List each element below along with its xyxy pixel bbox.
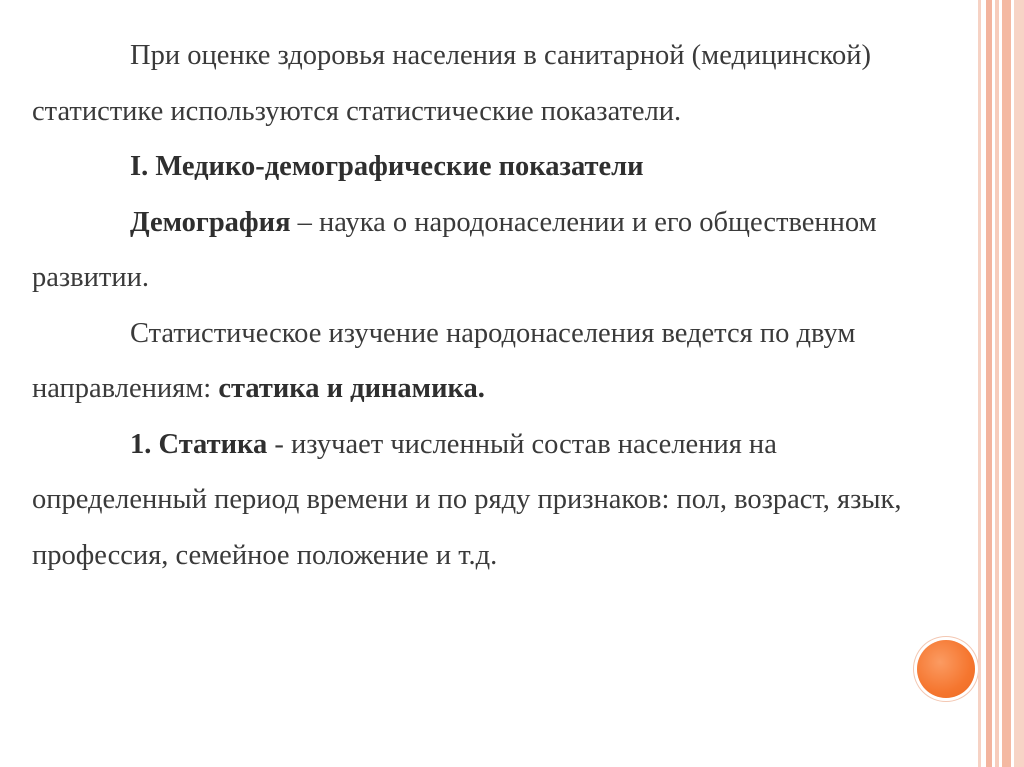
statics-term: 1. Статика	[130, 428, 268, 460]
decorative-circle	[917, 640, 975, 698]
intro-text: При оценке здоровья населения в санитарной (медицинской) статистике используются статистические показатели.	[32, 40, 872, 127]
paragraph-intro	[32, 28, 932, 139]
stripe	[1002, 0, 1011, 767]
paragraph-statics	[32, 417, 932, 584]
stripe	[1014, 0, 1024, 767]
study-directions: статика и динамика.	[218, 373, 485, 404]
study-lead: Статистическое изучение народонаселения ведется по двум направлениям:	[32, 317, 856, 404]
paragraph-study	[32, 306, 932, 417]
slide-body	[32, 28, 932, 583]
section-heading-text: I. Медико-демографические показатели	[130, 151, 644, 182]
demography-definition: – наука о народонаселении и его общественном развитии.	[32, 206, 877, 293]
decorative-stripes	[978, 0, 1024, 767]
demography-term: Демография	[130, 206, 291, 238]
statics-definition: - изучает численный состав населения на определенный период времени и по ряду признаков: пол, возраст, язык, профессия, семейное положение и т.д.	[32, 428, 902, 571]
paragraph-demography	[32, 195, 932, 306]
section-heading	[32, 139, 932, 195]
